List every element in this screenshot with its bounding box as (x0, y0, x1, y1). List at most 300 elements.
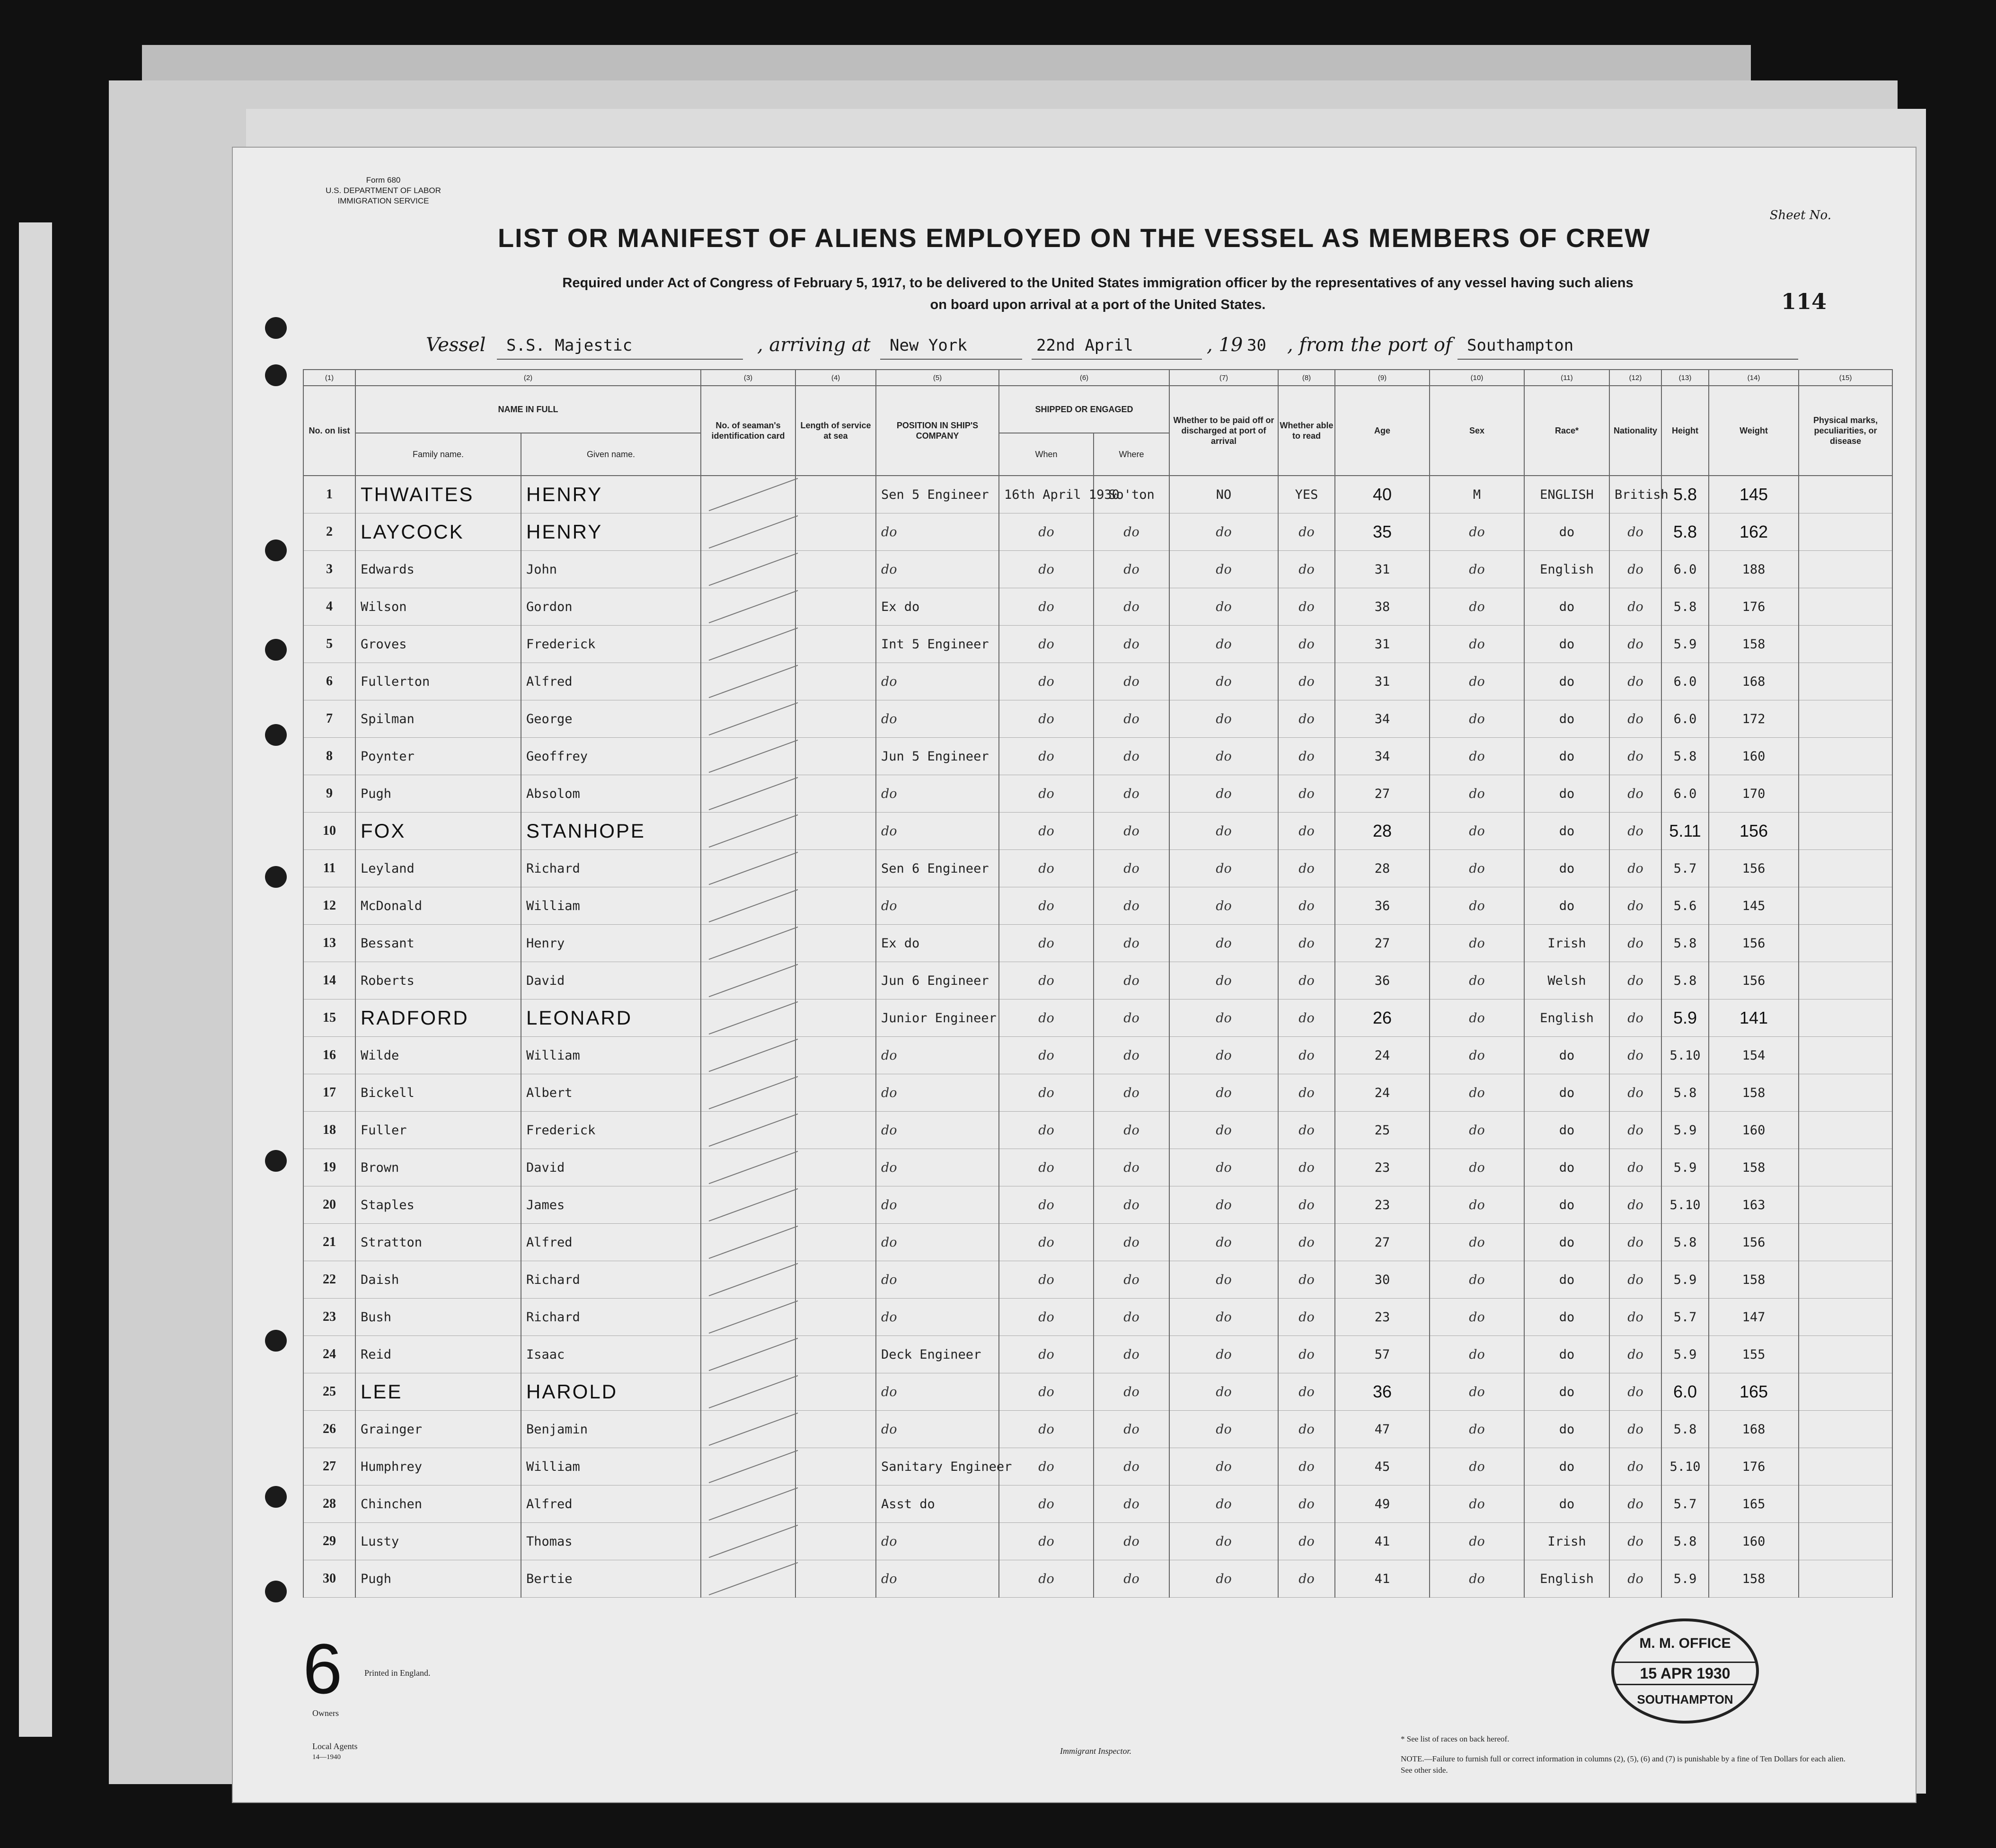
check-mark (709, 927, 798, 960)
from-underline (1457, 359, 1798, 360)
cell-shipped-when: do (999, 700, 1094, 738)
cell-able-to-read: do (1278, 962, 1335, 999)
check-mark (709, 553, 798, 586)
cell-position: do (876, 1037, 999, 1074)
cell-weight: 188 (1709, 551, 1799, 588)
cell-height: 5.11 (1661, 813, 1709, 850)
cell-id-card (701, 588, 795, 626)
cell-given-name: John (521, 551, 701, 588)
cell-height: 6.0 (1661, 700, 1709, 738)
cell-family-name: LEE (355, 1373, 521, 1411)
cell-race: do (1524, 1149, 1609, 1186)
cell-row-number: 27 (303, 1448, 355, 1485)
cell-shipped-where: do (1094, 887, 1169, 925)
col-number: (8) (1278, 370, 1335, 386)
table-row (303, 626, 1892, 663)
cell-shipped-when: do (999, 1448, 1094, 1485)
cell-sex: do (1430, 1523, 1524, 1560)
cell-nationality: British (1609, 476, 1661, 513)
cell-given-name: Frederick (521, 626, 701, 663)
cell-weight: 176 (1709, 588, 1799, 626)
cell-age: 41 (1335, 1523, 1430, 1560)
cell-nationality: do (1609, 887, 1661, 925)
cell-id-card (701, 925, 795, 962)
table-row (303, 588, 1892, 626)
header-name-in-full: NAME IN FULL (355, 386, 701, 433)
cell-paid-off: do (1169, 1112, 1278, 1149)
cell-height: 5.8 (1661, 925, 1709, 962)
cell-age: 49 (1335, 1485, 1430, 1523)
cell-able-to-read: do (1278, 1037, 1335, 1074)
cell-position: Jun 6 Engineer (876, 962, 999, 999)
cell-weight: 155 (1709, 1336, 1799, 1373)
crew-rows (303, 476, 1892, 1598)
cell-paid-off: do (1169, 962, 1278, 999)
cell-weight: 141 (1709, 999, 1799, 1037)
cell-race: do (1524, 1186, 1609, 1224)
cell-race: do (1524, 1299, 1609, 1336)
cell-id-card (701, 1560, 795, 1598)
cell-weight: 145 (1709, 476, 1799, 513)
cell-paid-off: do (1169, 1336, 1278, 1373)
col-number: (5) (876, 370, 999, 386)
cell-physical-marks (1799, 813, 1892, 850)
cell-sex: do (1430, 1560, 1524, 1598)
cell-age: 28 (1335, 850, 1430, 887)
binder-hole (265, 1581, 287, 1602)
cell-physical-marks (1799, 476, 1892, 513)
cell-family-name: Daish (355, 1261, 521, 1299)
cell-height: 5.10 (1661, 1186, 1709, 1224)
cell-weight: 154 (1709, 1037, 1799, 1074)
subtitle-line-1: Required under Act of Congress of February 5, 1917, to be delivered to the United States immigration officer by the representatives of any vessel having such aliens (562, 275, 1634, 291)
cell-weight: 156 (1709, 925, 1799, 962)
cell-length-service (795, 1448, 876, 1485)
cell-family-name: Wilson (355, 588, 521, 626)
cell-paid-off: do (1169, 1074, 1278, 1112)
cell-row-number: 9 (303, 775, 355, 813)
cell-able-to-read: do (1278, 925, 1335, 962)
cell-race: do (1524, 1485, 1609, 1523)
cell-length-service (795, 1485, 876, 1523)
cell-paid-off: do (1169, 1037, 1278, 1074)
cell-given-name: Richard (521, 1261, 701, 1299)
cell-row-number: 3 (303, 551, 355, 588)
cell-height: 5.8 (1661, 588, 1709, 626)
cell-length-service (795, 1523, 876, 1560)
cell-physical-marks (1799, 850, 1892, 887)
header-height: Height (1661, 386, 1709, 476)
cell-sex: do (1430, 1448, 1524, 1485)
cell-length-service (795, 1411, 876, 1448)
cell-row-number: 18 (303, 1112, 355, 1149)
cell-given-name: HENRY (521, 513, 701, 551)
cell-age: 31 (1335, 626, 1430, 663)
header-id-card: No. of seaman's identification card (701, 386, 795, 476)
form-reference (298, 175, 468, 206)
cell-shipped-when: do (999, 1523, 1094, 1560)
cell-nationality: do (1609, 1336, 1661, 1373)
cell-paid-off: do (1169, 663, 1278, 700)
cell-given-name: Henry (521, 925, 701, 962)
cell-able-to-read: do (1278, 813, 1335, 850)
cell-age: 27 (1335, 925, 1430, 962)
cell-able-to-read: YES (1278, 476, 1335, 513)
cell-length-service (795, 588, 876, 626)
cell-able-to-read: do (1278, 1224, 1335, 1261)
table-row (303, 775, 1892, 813)
cell-position: do (876, 1523, 999, 1560)
cell-row-number: 12 (303, 887, 355, 925)
cell-weight: 168 (1709, 1411, 1799, 1448)
table-row (303, 1336, 1892, 1373)
cell-family-name: Pugh (355, 1560, 521, 1598)
cell-length-service (795, 1112, 876, 1149)
cell-shipped-where: do (1094, 1224, 1169, 1261)
cell-shipped-when: 16th April 1930 (999, 476, 1094, 513)
cell-race: do (1524, 1373, 1609, 1411)
cell-race: do (1524, 1261, 1609, 1299)
cell-physical-marks (1799, 663, 1892, 700)
cell-weight: 170 (1709, 775, 1799, 813)
cell-id-card (701, 513, 795, 551)
cell-id-card (701, 1224, 795, 1261)
cell-race: do (1524, 1037, 1609, 1074)
cell-height: 5.6 (1661, 887, 1709, 925)
cell-able-to-read: do (1278, 999, 1335, 1037)
cell-age: 47 (1335, 1411, 1430, 1448)
header-weight: Weight (1709, 386, 1799, 476)
check-mark (709, 777, 798, 810)
binder-hole (265, 364, 287, 386)
cell-family-name: Bush (355, 1299, 521, 1336)
check-mark (709, 478, 798, 511)
cell-length-service (795, 850, 876, 887)
cell-position: do (876, 1373, 999, 1411)
cell-family-name: Groves (355, 626, 521, 663)
cell-shipped-when: do (999, 850, 1094, 887)
departure-port: Southampton (1467, 336, 1574, 355)
cell-paid-off: do (1169, 1224, 1278, 1261)
cell-given-name: David (521, 962, 701, 999)
cell-length-service (795, 1074, 876, 1112)
cell-sex: do (1430, 1037, 1524, 1074)
cell-row-number: 11 (303, 850, 355, 887)
cell-race: English (1524, 551, 1609, 588)
cell-shipped-where: do (1094, 1336, 1169, 1373)
check-mark (709, 1114, 798, 1147)
cell-age: 41 (1335, 1560, 1430, 1598)
cell-age: 25 (1335, 1112, 1430, 1149)
cell-able-to-read: do (1278, 1186, 1335, 1224)
cell-length-service (795, 999, 876, 1037)
cell-age: 38 (1335, 588, 1430, 626)
cell-able-to-read: do (1278, 887, 1335, 925)
cell-row-number: 5 (303, 626, 355, 663)
cell-physical-marks (1799, 1186, 1892, 1224)
cell-id-card (701, 1523, 795, 1560)
table-row (303, 962, 1892, 999)
cell-family-name: Humphrey (355, 1448, 521, 1485)
cell-paid-off: do (1169, 925, 1278, 962)
cell-race: do (1524, 1224, 1609, 1261)
cell-shipped-when: do (999, 1074, 1094, 1112)
cell-weight: 165 (1709, 1485, 1799, 1523)
cell-family-name: Brown (355, 1149, 521, 1186)
cell-length-service (795, 476, 876, 513)
voyage-line (232, 336, 1917, 364)
col-number: (6) (999, 370, 1169, 386)
cell-position: do (876, 1224, 999, 1261)
cell-sex: do (1430, 775, 1524, 813)
cell-row-number: 26 (303, 1411, 355, 1448)
cell-shipped-where: do (1094, 1037, 1169, 1074)
cell-paid-off: do (1169, 813, 1278, 850)
cell-nationality: do (1609, 1224, 1661, 1261)
cell-age: 23 (1335, 1186, 1430, 1224)
cell-given-name: James (521, 1186, 701, 1224)
cell-position: do (876, 1112, 999, 1149)
check-mark (709, 1076, 798, 1109)
cell-nationality: do (1609, 1186, 1661, 1224)
cell-position: Deck Engineer (876, 1336, 999, 1373)
check-mark (709, 852, 798, 885)
cell-shipped-where: do (1094, 663, 1169, 700)
cell-weight: 145 (1709, 887, 1799, 925)
cell-shipped-where: do (1094, 1560, 1169, 1598)
table-row (303, 1261, 1892, 1299)
cell-paid-off: do (1169, 1448, 1278, 1485)
cell-family-name: Fuller (355, 1112, 521, 1149)
cell-nationality: do (1609, 700, 1661, 738)
cell-position: do (876, 663, 999, 700)
cell-row-number: 15 (303, 999, 355, 1037)
cell-position: do (876, 813, 999, 850)
cell-shipped-when: do (999, 1037, 1094, 1074)
cell-height: 5.8 (1661, 962, 1709, 999)
cell-row-number: 30 (303, 1560, 355, 1598)
table-row (303, 1560, 1892, 1598)
cell-sex: do (1430, 1485, 1524, 1523)
cell-id-card (701, 738, 795, 775)
cell-race: do (1524, 663, 1609, 700)
cell-id-card (701, 813, 795, 850)
cell-race: Irish (1524, 1523, 1609, 1560)
cell-family-name: Leyland (355, 850, 521, 887)
cell-age: 24 (1335, 1074, 1430, 1112)
cell-race: do (1524, 1411, 1609, 1448)
cell-age: 40 (1335, 476, 1430, 513)
col-number: (3) (701, 370, 795, 386)
cell-shipped-where: do (1094, 626, 1169, 663)
cell-family-name: Lusty (355, 1523, 521, 1560)
cell-weight: 158 (1709, 1560, 1799, 1598)
cell-shipped-when: do (999, 551, 1094, 588)
cell-able-to-read: do (1278, 551, 1335, 588)
cell-age: 27 (1335, 775, 1430, 813)
cell-given-name: David (521, 1149, 701, 1186)
cell-age: 34 (1335, 700, 1430, 738)
cell-length-service (795, 513, 876, 551)
cell-weight: 158 (1709, 1149, 1799, 1186)
cell-nationality: do (1609, 663, 1661, 700)
cell-sex: do (1430, 513, 1524, 551)
cell-shipped-when: do (999, 1336, 1094, 1373)
cell-sex: do (1430, 1261, 1524, 1299)
cell-physical-marks (1799, 1411, 1892, 1448)
cell-shipped-where: do (1094, 1448, 1169, 1485)
cell-given-name: Gordon (521, 588, 701, 626)
cell-length-service (795, 1149, 876, 1186)
table-row (303, 700, 1892, 738)
cell-family-name: Staples (355, 1186, 521, 1224)
header-no-on-list: No. on list (303, 386, 355, 476)
cell-paid-off: do (1169, 626, 1278, 663)
cell-position: do (876, 1186, 999, 1224)
cell-age: 30 (1335, 1261, 1430, 1299)
cell-position: do (876, 1261, 999, 1299)
cell-shipped-when: do (999, 1299, 1094, 1336)
cell-row-number: 23 (303, 1299, 355, 1336)
cell-paid-off: do (1169, 887, 1278, 925)
cell-nationality: do (1609, 1074, 1661, 1112)
cell-shipped-where: do (1094, 1485, 1169, 1523)
cell-able-to-read: do (1278, 1299, 1335, 1336)
cell-nationality: do (1609, 1485, 1661, 1523)
cell-sex: do (1430, 551, 1524, 588)
table-row (303, 513, 1892, 551)
cell-paid-off: do (1169, 588, 1278, 626)
table-row (303, 813, 1892, 850)
header-able-to-read: Whether able to read (1278, 386, 1335, 476)
form-department: U.S. DEPARTMENT OF LABOR (326, 186, 441, 195)
cell-row-number: 21 (303, 1224, 355, 1261)
cell-weight: 156 (1709, 962, 1799, 999)
cell-given-name: STANHOPE (521, 813, 701, 850)
cell-shipped-when: do (999, 1485, 1094, 1523)
cell-paid-off: do (1169, 775, 1278, 813)
cell-shipped-where: do (1094, 700, 1169, 738)
cell-shipped-when: do (999, 962, 1094, 999)
agents-label: Local Agents (312, 1742, 358, 1751)
table-row (303, 850, 1892, 887)
cell-paid-off: NO (1169, 476, 1278, 513)
check-mark (709, 515, 798, 548)
cell-paid-off: do (1169, 1560, 1278, 1598)
cell-race: do (1524, 1112, 1609, 1149)
cell-given-name: William (521, 1037, 701, 1074)
cell-row-number: 16 (303, 1037, 355, 1074)
cell-position: do (876, 700, 999, 738)
check-mark (709, 590, 798, 623)
cell-height: 5.9 (1661, 1149, 1709, 1186)
cell-age: 28 (1335, 813, 1430, 850)
header-when: When (999, 433, 1094, 476)
inspector-label: Immigrant Inspector. (1060, 1746, 1131, 1756)
cell-race: do (1524, 588, 1609, 626)
cell-length-service (795, 925, 876, 962)
arriving-port: New York (890, 336, 967, 355)
office-stamp (1611, 1618, 1759, 1724)
cell-id-card (701, 551, 795, 588)
cell-length-service (795, 813, 876, 850)
table-row (303, 1299, 1892, 1336)
cell-shipped-when: do (999, 1261, 1094, 1299)
cell-family-name: Reid (355, 1336, 521, 1373)
page-subtitle (459, 272, 1737, 316)
cell-weight: 156 (1709, 1224, 1799, 1261)
cell-family-name: Chinchen (355, 1485, 521, 1523)
cell-shipped-when: do (999, 513, 1094, 551)
cell-row-number: 24 (303, 1336, 355, 1373)
from-label: , from the port of (1287, 334, 1452, 356)
cell-physical-marks (1799, 1448, 1892, 1485)
cell-row-number: 7 (303, 700, 355, 738)
check-mark (709, 814, 798, 848)
cell-age: 34 (1335, 738, 1430, 775)
cell-nationality: do (1609, 775, 1661, 813)
cell-able-to-read: do (1278, 1411, 1335, 1448)
cell-physical-marks (1799, 700, 1892, 738)
cell-physical-marks (1799, 1224, 1892, 1261)
cell-id-card (701, 1336, 795, 1373)
cell-paid-off: do (1169, 1149, 1278, 1186)
cell-able-to-read: do (1278, 588, 1335, 626)
cell-position: do (876, 513, 999, 551)
check-mark (709, 1188, 798, 1221)
cell-nationality: do (1609, 626, 1661, 663)
cell-race: do (1524, 775, 1609, 813)
cell-sex: do (1430, 663, 1524, 700)
cell-age: 36 (1335, 1373, 1430, 1411)
cell-given-name: LEONARD (521, 999, 701, 1037)
cell-physical-marks (1799, 513, 1892, 551)
cell-id-card (701, 1186, 795, 1224)
table-row (303, 1112, 1892, 1149)
page-mark: 6 (303, 1629, 343, 1708)
binder-hole (265, 866, 287, 888)
cell-family-name: Roberts (355, 962, 521, 999)
table-row (303, 1411, 1892, 1448)
cell-physical-marks (1799, 1149, 1892, 1186)
cell-family-name: Grainger (355, 1411, 521, 1448)
cell-family-name: Fullerton (355, 663, 521, 700)
cell-row-number: 1 (303, 476, 355, 513)
manifest-page (232, 147, 1917, 1803)
cell-paid-off: do (1169, 1523, 1278, 1560)
cell-id-card (701, 962, 795, 999)
binder-strip (19, 222, 52, 1737)
cell-age: 23 (1335, 1149, 1430, 1186)
col-number: (14) (1709, 370, 1799, 386)
cell-height: 6.0 (1661, 775, 1709, 813)
check-mark (709, 1413, 798, 1446)
cell-shipped-where: do (1094, 1299, 1169, 1336)
cell-physical-marks (1799, 551, 1892, 588)
stamp-date: 15 APR 1930 (1614, 1662, 1756, 1685)
cell-height: 5.8 (1661, 513, 1709, 551)
cell-nationality: do (1609, 588, 1661, 626)
cell-length-service (795, 887, 876, 925)
cell-given-name: Alfred (521, 1224, 701, 1261)
binder-hole (265, 724, 287, 746)
cell-height: 5.8 (1661, 476, 1709, 513)
table-row (303, 1224, 1892, 1261)
table-row (303, 1149, 1892, 1186)
cell-race: English (1524, 999, 1609, 1037)
cell-position: do (876, 887, 999, 925)
cell-row-number: 29 (303, 1523, 355, 1560)
